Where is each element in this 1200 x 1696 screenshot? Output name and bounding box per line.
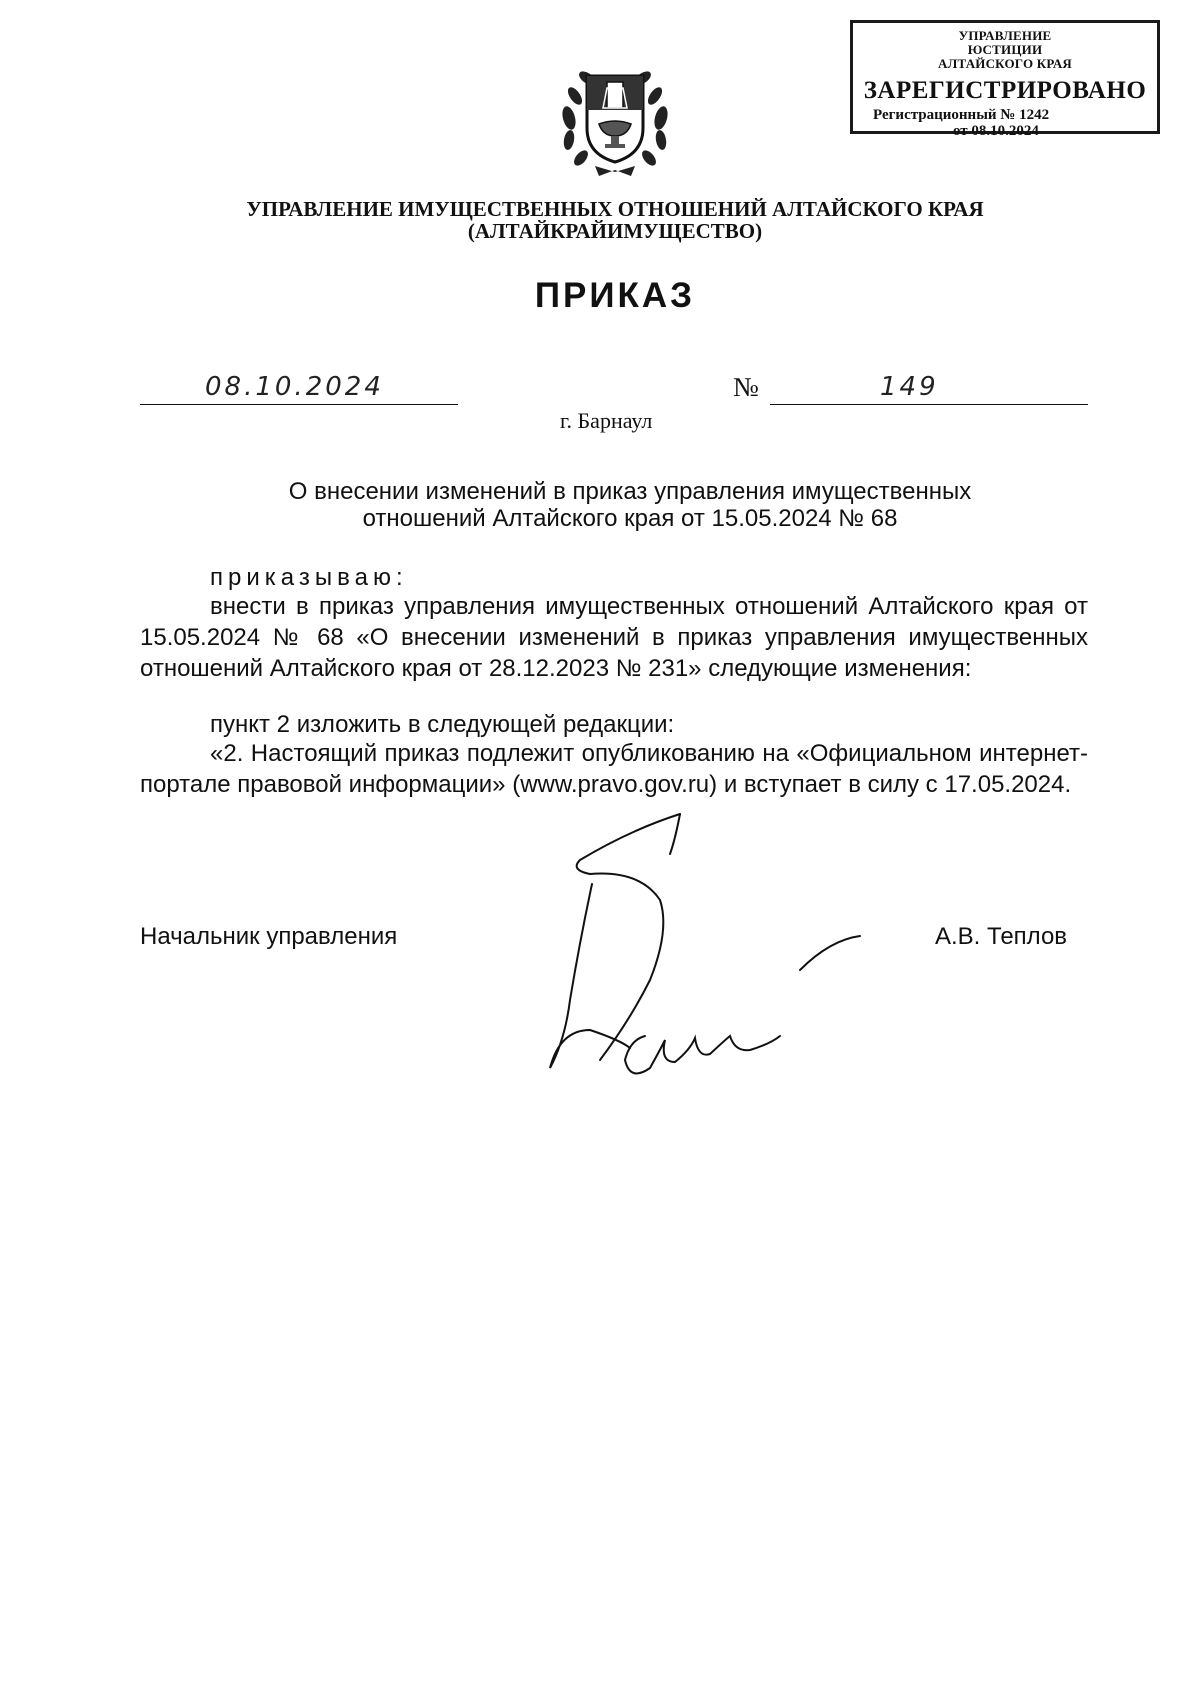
number-underline <box>770 404 1088 405</box>
stamp-department: УПРАВЛЕНИЕ ЮСТИЦИИ АЛТАЙСКОГО КРАЯ <box>938 28 1072 71</box>
orders-phrase: приказываю: <box>210 564 408 591</box>
stamp-status: ЗАРЕГИСТРИРОВАНО <box>863 77 1147 104</box>
document-type-title: ПРИКАЗ <box>534 276 696 315</box>
signatory-position: Начальник управления <box>140 923 398 950</box>
organization-name: УПРАВЛЕНИЕ ИМУЩЕСТВЕННЫХ ОТНОШЕНИЙ АЛТАЙСКОГО КРАЯ <box>246 197 984 221</box>
stamp-registration-date: от 08.10.2024 <box>953 123 1039 139</box>
handwritten-signature <box>530 800 880 1080</box>
city: г. Барнаул <box>560 408 653 433</box>
number-sign: № <box>733 372 759 402</box>
organization-header <box>140 198 1090 242</box>
body-paragraph-1: внести в приказ управления имущественных отношений Алтайского края от 15.05.2024 № 68 «О внесении изменений в приказ управления имущественных отношений Алтайского края от 28.12.2023 № 231» следующие изменения: <box>140 593 1088 682</box>
registration-stamp <box>850 20 1160 139</box>
handwritten-date: 08.10.2024 <box>205 372 384 402</box>
body-paragraph-2: пункт 2 изложить в следующей редакции: <box>210 711 675 738</box>
date-underline <box>140 404 458 405</box>
coat-of-arms-emblem <box>555 58 675 178</box>
handwritten-number: 149 <box>880 372 939 402</box>
order-subject: О внесении изменений в приказ управления имущественных отношений Алтайского края от 15.05.2024 № 68 <box>288 478 972 532</box>
body-paragraph-3: «2. Настоящий приказ подлежит опубликованию на «Официальном интернет-портале правовой информации» (www.pravo.gov.ru) и вступает в силу с 17.05.2024. <box>140 740 1088 798</box>
organization-short-name: (АЛТАЙКРАЙИМУЩЕСТВО) <box>467 219 763 243</box>
stamp-registration-number: Регистрационный № 1242 <box>873 107 1050 123</box>
signatory-name: А.В. Теплов <box>935 923 1068 950</box>
